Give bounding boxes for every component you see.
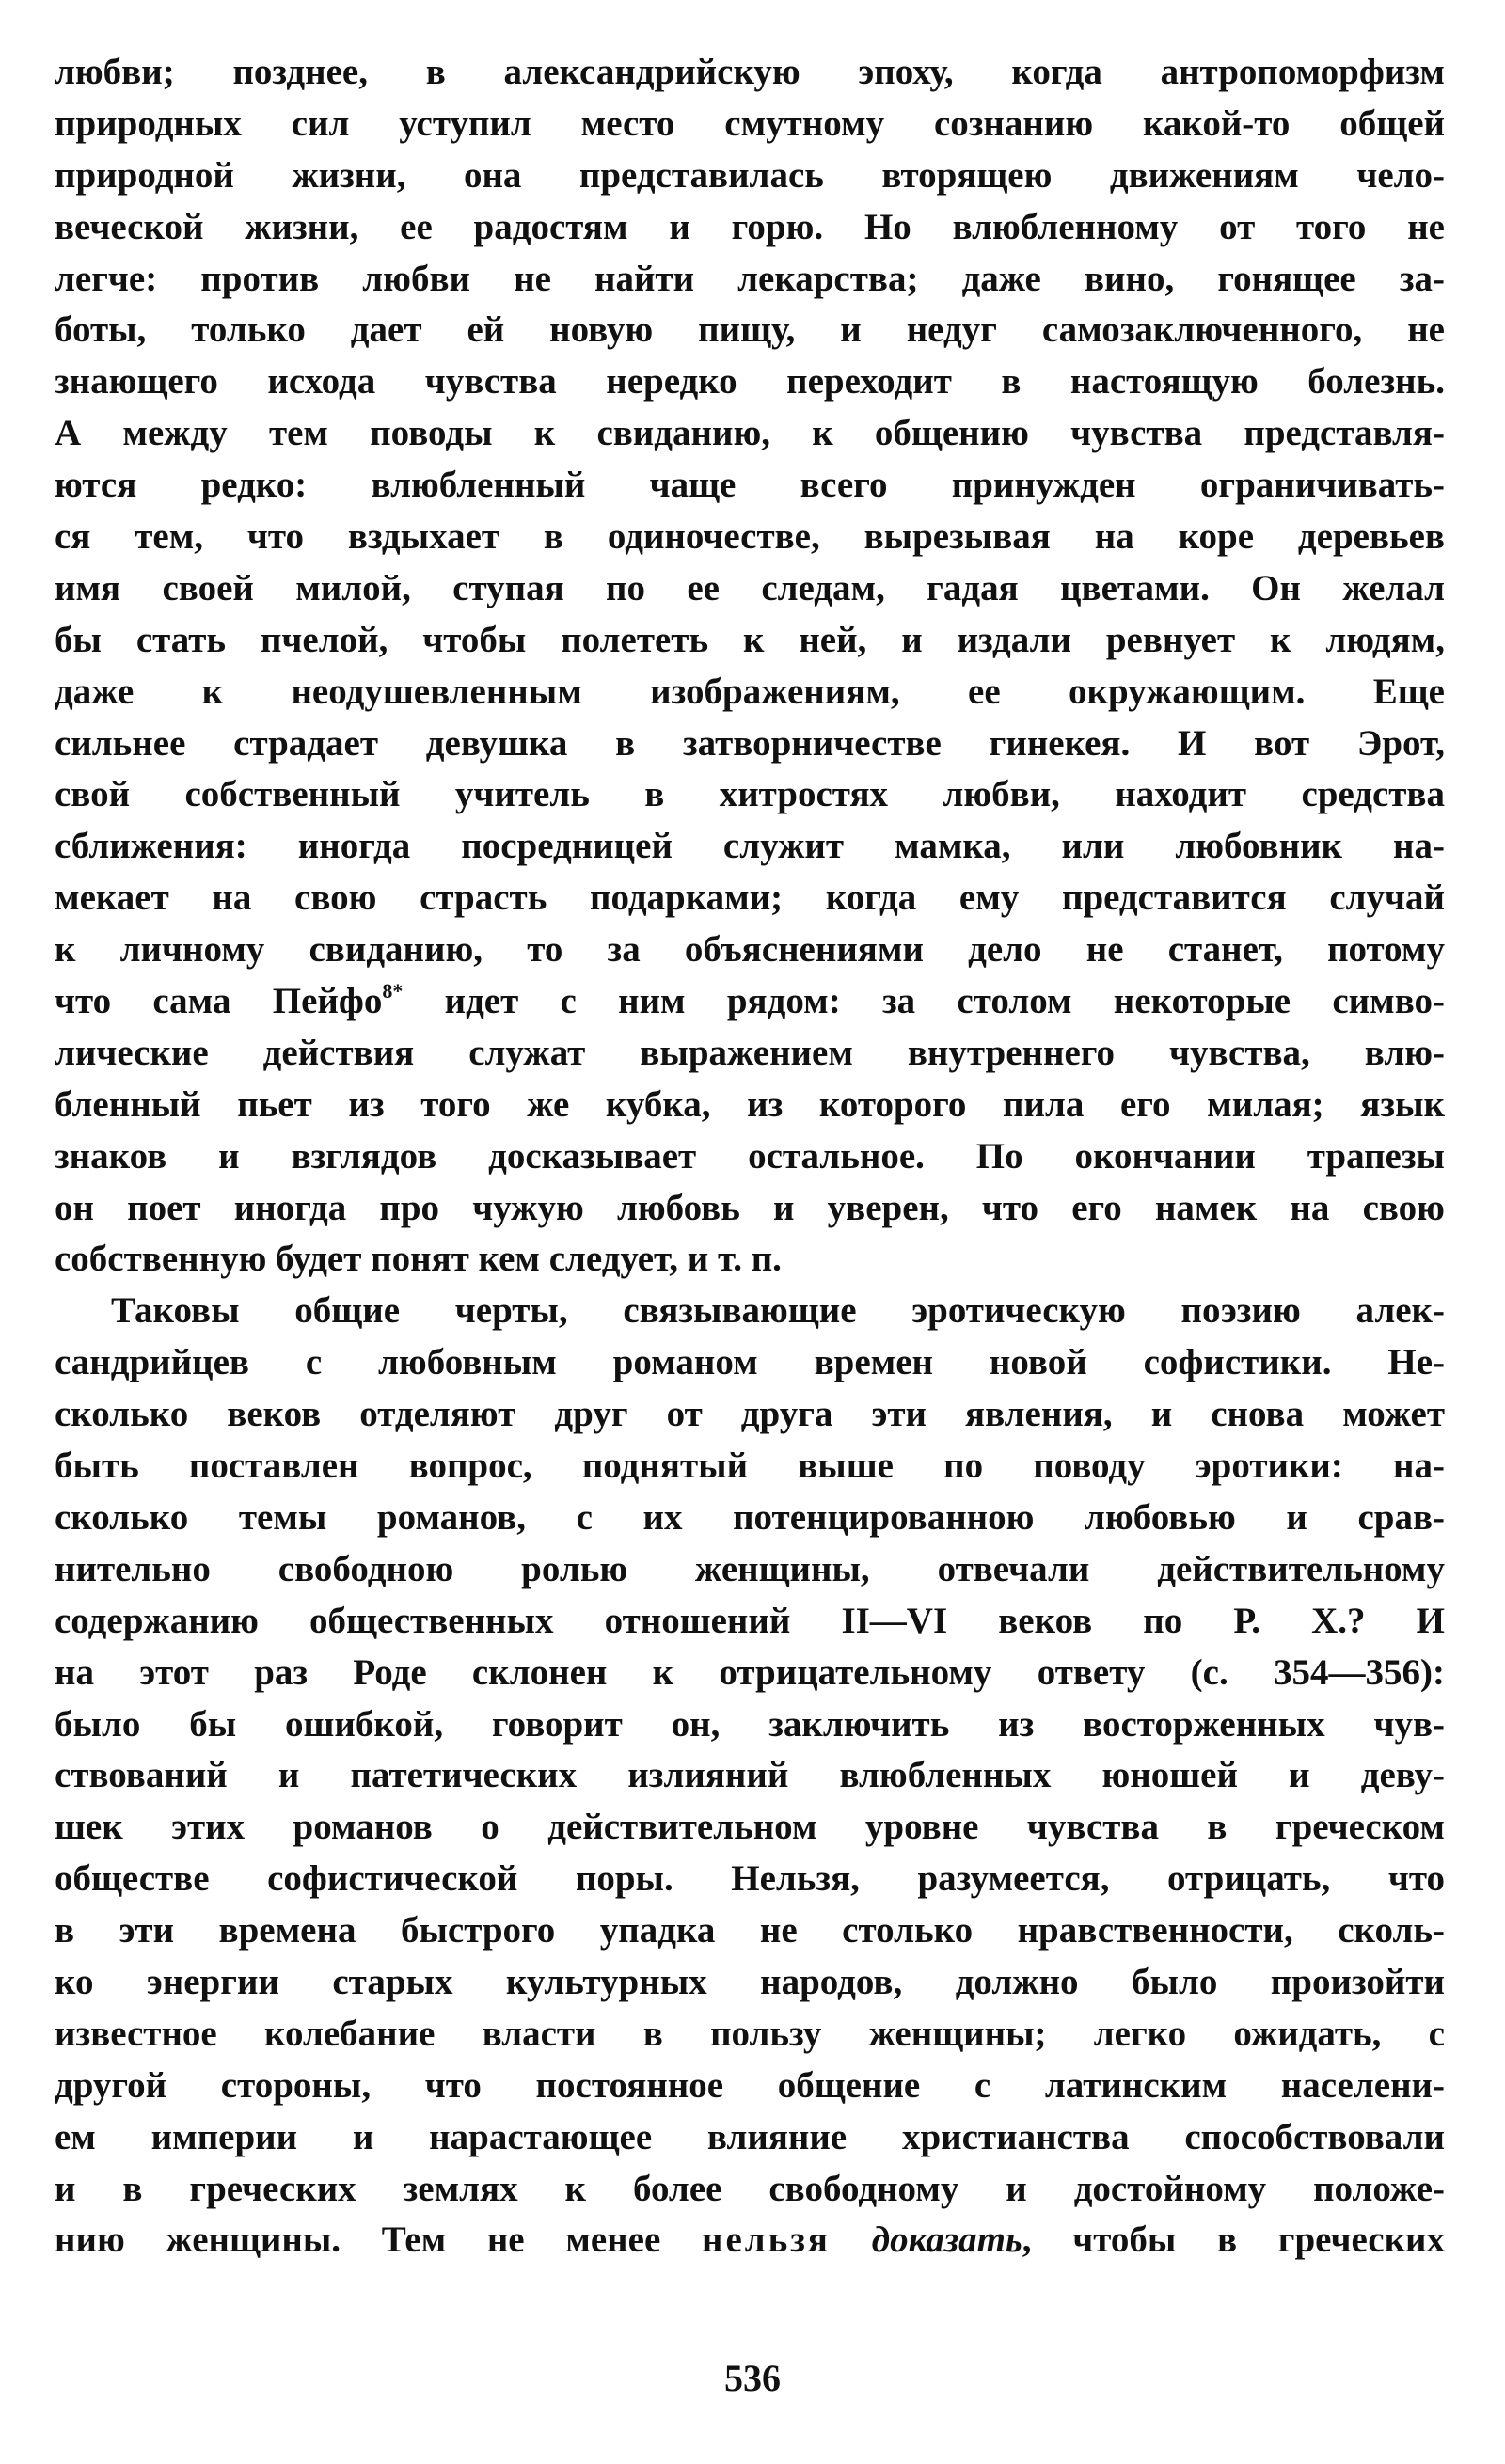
text-line: шек этих романов о действительном уровне чувства в греческом bbox=[55, 1807, 1445, 1848]
text-line: известное колебание власти в пользу женщины; легко ожидать, с bbox=[55, 2013, 1445, 2054]
text-line: было бы ошибкой, говорит он, заключить из восторженных чув- bbox=[55, 1703, 1445, 1745]
text-line: бленный пьет из того же кубка, из которого пила его милая; язык bbox=[55, 1083, 1445, 1125]
text-line: сближения: иногда посредницей служит мамка, или любовник на- bbox=[55, 826, 1445, 867]
text-line: ся тем, что вздыхает в одиночестве, вырезывая на коре деревьев bbox=[55, 516, 1445, 558]
text-segment: что сама Пейфо bbox=[55, 981, 383, 1022]
text-line: и в греческих землях к более свободному и достойному положе- bbox=[55, 2168, 1445, 2209]
text-segment bbox=[831, 2219, 872, 2260]
text-line: ются редко: влюбленный чаще всего принужден ограничивать- bbox=[55, 465, 1445, 506]
text-line: даже к неодушевленным изображениям, ее окружающим. Еще bbox=[55, 671, 1445, 712]
text-line: ем империи и нарастающее влияние христианства способствовали bbox=[55, 2116, 1445, 2157]
text-line: боты, только дает ей новую пищу, и недуг самозаключенного, не bbox=[55, 309, 1445, 351]
text-segment: нию женщины. Тем не менее bbox=[55, 2219, 702, 2261]
italic-emphasis: доказать bbox=[871, 2219, 1022, 2261]
text-line: природной жизни, она представилась вторящею движениям чело- bbox=[55, 154, 1445, 196]
text-line: сколько темы романов, с их потенцированною любовью и срав- bbox=[55, 1496, 1445, 1538]
text-segment: , чтобы в греческих bbox=[1022, 2219, 1446, 2261]
text-line: на этот раз Роде склонен к отрицательному ответу (с. 354—356): bbox=[55, 1651, 1445, 1693]
text-line: свой собственный учитель в хитростях любви, находит средства bbox=[55, 774, 1445, 815]
text-line: веческой жизни, ее радостям и горю. Но влюбленному от того не bbox=[55, 206, 1445, 247]
text-line: другой стороны, что постоянное общение с латинским населени- bbox=[55, 2064, 1445, 2106]
text-line: лические действия служат выражением внутреннего чувства, влю- bbox=[55, 1032, 1445, 1073]
text-line: нительно свободною ролью женщины, отвечали действительному bbox=[55, 1548, 1445, 1589]
text-line: легче: против любви не найти лекарства; даже вино, гонящее за- bbox=[55, 258, 1445, 299]
text-line: Таковы общие черты, связывающие эротическую поэзию алек- bbox=[111, 1290, 1445, 1332]
text-line: А между тем поводы к свиданию, к общению чувства представля- bbox=[55, 413, 1445, 454]
text-line: имя своей милой, ступая по ее следам, гадая цветами. Он желал bbox=[55, 567, 1445, 608]
text-line: ствований и патетических излияний влюбленных юношей и деву- bbox=[55, 1755, 1445, 1796]
text-line: собственную будет понят кем следует, и т. п. bbox=[55, 1239, 782, 1280]
text-line: он поет иногда про чужую любовь и уверен, что его намек на свою bbox=[55, 1187, 1445, 1228]
paragraph-2 bbox=[55, 1286, 1445, 2267]
text-line-emphasis bbox=[55, 2215, 1445, 2267]
page-number: 536 bbox=[724, 2357, 781, 2399]
text-line: любви; позднее, в александрийскую эпоху, когда антропоморфизм bbox=[55, 52, 1445, 92]
text-line: мекает на свою страсть подарками; когда ему представится случай bbox=[55, 877, 1445, 919]
footnote-marker[interactable]: 8* bbox=[382, 979, 404, 1003]
text-segment: идет с ним рядом: за столом некоторые симво- bbox=[403, 981, 1445, 1022]
text-line: сколько веков отделяют друг от друга эти явления, и снова может bbox=[55, 1394, 1445, 1435]
text-line: обществе софистической поры. Нельзя, разумеется, отрицать, что bbox=[55, 1858, 1445, 1900]
text-line: знающего исхода чувства нередко переходит в настоящую болезнь. bbox=[55, 361, 1445, 403]
paragraph-1 bbox=[55, 47, 1445, 1286]
page-text bbox=[55, 47, 1445, 2267]
text-line-footnote bbox=[55, 976, 1445, 1028]
text-line: сильнее страдает девушка в затворничестве гинекея. И вот Эрот, bbox=[55, 722, 1445, 764]
text-line: бы стать пчелой, чтобы полететь к ней, и издали ревнует к людям, bbox=[55, 619, 1445, 660]
text-line: в эти времена быстрого упадка не столько нравственности, сколь- bbox=[55, 1910, 1445, 1951]
spaced-emphasis: нельзя bbox=[701, 2219, 832, 2261]
text-line: содержанию общественных отношений II—VI веков по Р. Х.? И bbox=[55, 1600, 1445, 1641]
text-line: сандрийцев с любовным романом времен новой софистики. Не- bbox=[55, 1342, 1445, 1383]
text-line: быть поставлен вопрос, поднятый выше по поводу эротики: на- bbox=[55, 1445, 1445, 1487]
text-line: знаков и взглядов досказывает остальное. По окончании трапезы bbox=[55, 1135, 1445, 1177]
text-line: ко энергии старых культурных народов, должно было произойти bbox=[55, 1961, 1445, 2002]
text-line: природных сил уступил место смутному сознанию какой-то общей bbox=[55, 103, 1445, 144]
text-line: к личному свиданию, то за объяснениями дело не станет, потому bbox=[55, 929, 1445, 971]
